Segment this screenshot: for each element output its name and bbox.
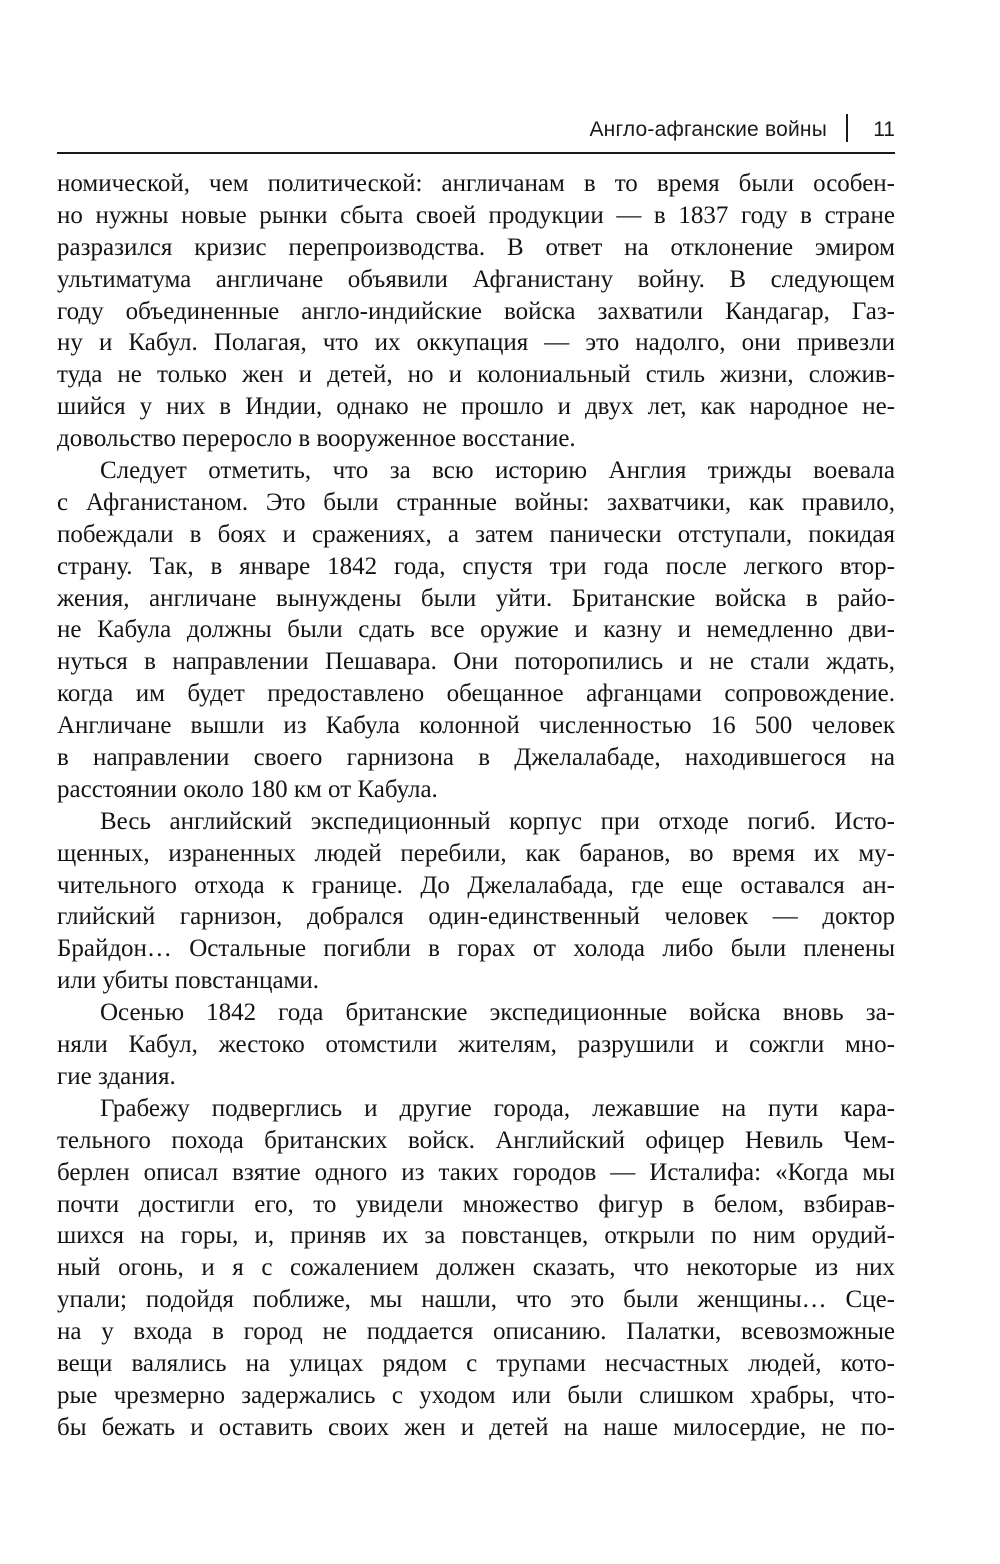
text-line: разразился кризис перепроизводства. В ответ на отклонение эмиром xyxy=(57,233,895,261)
text-line: Весь английский экспедиционный корпус при отходе погиб. Исто- xyxy=(100,807,895,835)
running-header xyxy=(57,112,895,154)
text-line: не Кабула должны были сдать все оружие и казну и немедленно дви- xyxy=(57,616,895,644)
text-line: вещи валялись на улицах рядом с трупами несчастных людей, кото- xyxy=(57,1349,895,1377)
text-line: бы бежать и оставить своих жен и детей на наше милосердие, не по- xyxy=(57,1413,895,1441)
text-line: рые чрезмерно задержались с уходом или были слишком храбры, что- xyxy=(57,1381,895,1409)
text-line: Следует отметить, что за всю историю Англия трижды воевала xyxy=(100,457,895,485)
paragraph xyxy=(57,806,895,997)
text-line: побеждали в боях и сражениях, а затем панически отступали, покидая xyxy=(57,520,895,548)
text-line: Англичане вышли из Кабула колонной численностью 16 500 человек xyxy=(57,712,895,740)
text-line: ну и Кабул. Полагая, что их оккупация — это надолго, они привезли xyxy=(57,329,895,357)
paragraph xyxy=(57,1093,895,1444)
text-line: шийся у них в Индии, однако не прошло и двух лет, как народное не- xyxy=(57,393,895,421)
text-line: в направлении своего гарнизона в Джелалабаде, находившегося на xyxy=(57,744,895,772)
text-line: нуться в направлении Пешавара. Они поторопились и не стали ждать, xyxy=(57,648,895,676)
text-line: туда не только жен и детей, но и колониальный стиль жизни, сложив- xyxy=(57,361,895,389)
text-line: страну. Так, в январе 1842 года, спустя три года после легкого втор- xyxy=(57,552,895,580)
text-line: но нужны новые рынки сбыта своей продукции — в 1837 году в стране xyxy=(57,201,895,229)
text-line: щенных, израненных людей перебили, как баранов, во время их му- xyxy=(57,839,895,867)
text-line: чительного отхода к границе. До Джелалабада, где еще оставался ан- xyxy=(57,871,895,899)
text-line: довольство переросло в вооруженное восстание. xyxy=(57,425,576,453)
text-line: расстоянии около 180 км от Кабула. xyxy=(57,775,438,803)
text-line: Брайдон… Остальные погибли в горах от холода либо были пленены xyxy=(57,935,895,963)
text-line: упали; подойдя поближе, мы нашли, что это были женщины… Сце- xyxy=(57,1286,895,1314)
running-title: Англо-афганские войны xyxy=(589,118,827,141)
page-number: 11 xyxy=(873,118,895,141)
text-line: с Афганистаном. Это были странные войны: захватчики, как правило, xyxy=(57,488,895,516)
page-body xyxy=(57,168,895,1444)
text-line: гие здания. xyxy=(57,1062,176,1090)
text-line: или убиты повстанцами. xyxy=(57,967,319,995)
paragraph xyxy=(57,997,895,1093)
paragraph xyxy=(57,455,895,806)
text-line: на у входа в город не поддается описанию. Палатки, всевозможные xyxy=(57,1318,895,1346)
text-line: году объединенные англо-индийские войска захватили Кандагар, Газ- xyxy=(57,297,895,325)
text-line: няли Кабул, жестоко отомстили жителям, разрушили и сожгли мно- xyxy=(57,1031,895,1059)
text-line: когда им будет предоставлено обещанное афганцами сопровождение. xyxy=(57,680,895,708)
text-line: глийский гарнизон, добрался один-единственный человек — доктор xyxy=(57,903,895,931)
header-separator xyxy=(846,114,848,142)
paragraph xyxy=(57,168,895,455)
text-line: номической, чем политической: англичанам в то время были особен- xyxy=(57,170,895,197)
text-line: Грабежу подверглись и другие города, лежавшие на пути кара- xyxy=(100,1094,895,1122)
text-line: шихся на горы, и, приняв их за повстанцев, открыли по ним орудий- xyxy=(57,1222,895,1250)
text-line: ный огонь, и я с сожалением должен сказать, что некоторые из них xyxy=(57,1254,895,1282)
text-line: жения, англичане вынуждены были уйти. Британские войска в райо- xyxy=(57,584,895,612)
text-line: тельного похода британских войск. Английский офицер Невиль Чем- xyxy=(57,1126,895,1154)
text-line: почти достигли его, то увидели множество фигур в белом, взбирав- xyxy=(57,1190,895,1218)
text-line: ультиматума англичане объявили Афганистану войну. В следующем xyxy=(57,265,895,293)
text-line: Осенью 1842 года британские экспедиционные войска вновь за- xyxy=(100,999,895,1027)
text-line: берлен описал взятие одного из таких городов — Исталифа: «Когда мы xyxy=(57,1158,895,1186)
